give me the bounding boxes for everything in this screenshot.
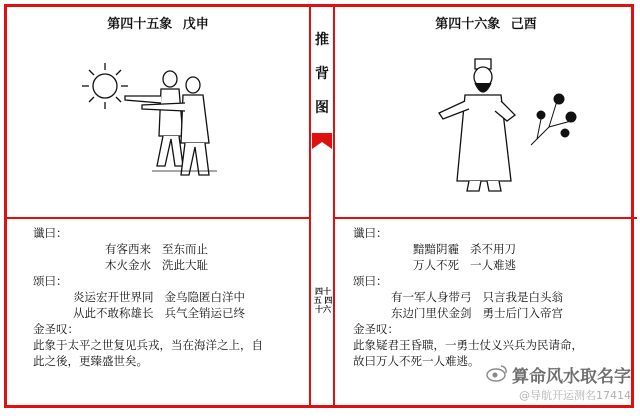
right-title-number: 第四十六象 <box>435 17 501 32</box>
left-divider <box>7 217 309 219</box>
watermark-sub: @导航开运测名17414 <box>519 389 631 402</box>
right-jinsheng-label: 金圣叹： <box>353 322 399 336</box>
right-chen-2b: 一人难逃 <box>469 258 516 272</box>
left-commentary-2: 此之後，更臻盛世矣。 <box>33 354 148 368</box>
left-title-number: 第四十五象 <box>107 17 173 32</box>
left-chen-2b: 洗此大耻 <box>161 258 208 272</box>
left-title-ganzhi: 戊申 <box>182 17 209 32</box>
spine-char-3: 图 <box>315 100 329 116</box>
left-song-1b: 金乌隐匿白洋中 <box>164 290 245 304</box>
right-song-2b: 勇士后门入帝宫 <box>482 306 563 320</box>
left-chen-2a: 木火金水 <box>105 258 151 272</box>
right-title-ganzhi: 己酉 <box>510 17 537 32</box>
right-song-line-1 <box>391 289 563 305</box>
left-commentary-1: 此象于太平之世复见兵戎，当在海洋之上，自 <box>33 338 263 352</box>
right-commentary-1: 此象疑君王昏聩，一勇士仗义兴兵为民请命， <box>353 338 583 352</box>
watermark <box>512 362 631 403</box>
left-jinsheng-label: 金圣叹： <box>33 322 79 336</box>
right-song-1a: 有一军人身带弓 <box>391 290 472 304</box>
right-chen-2a: 万人不死 <box>413 258 459 272</box>
right-song-1b: 只言我是白头翁 <box>482 290 563 304</box>
right-song-label: 颂曰： <box>353 274 388 288</box>
right-chen-label: 谶曰： <box>353 226 388 240</box>
left-song-2a: 从此不敢称雄长 <box>73 306 154 320</box>
weibo-logo-icon <box>486 364 508 382</box>
right-song-2a: 东边门里伏金剑 <box>391 306 472 320</box>
left-song-2b: 兵气全销运已终 <box>164 306 245 320</box>
spine-page-number: 四十五 四十六 <box>313 286 333 314</box>
left-song-line-2 <box>73 305 245 321</box>
right-chen-line-1 <box>413 241 516 257</box>
left-chen-1a: 有客西来 <box>105 242 151 256</box>
right-song-line-2 <box>391 305 563 321</box>
left-chen-line-1 <box>105 241 208 257</box>
right-illustration <box>335 41 637 211</box>
left-song-1a: 炎运宏开世界同 <box>73 290 154 304</box>
book-frame <box>4 4 634 408</box>
right-chen-1a: 黯黯阴霾 <box>413 242 459 256</box>
right-chen-line-2 <box>413 257 516 273</box>
two-men-figure <box>125 71 217 175</box>
right-divider <box>335 217 637 219</box>
left-illustration <box>7 41 309 211</box>
spine-char-2: 背 <box>315 66 329 82</box>
right-commentary-2: 故曰万人不死一人难逃。 <box>353 354 480 368</box>
spine-fishtail-mark <box>312 133 332 151</box>
book-spine <box>309 7 335 405</box>
left-page <box>7 7 309 405</box>
left-chen-1b: 至东而止 <box>161 242 208 256</box>
tree-branch-icon <box>531 94 576 145</box>
left-title <box>7 13 309 32</box>
sun-icon <box>82 63 128 109</box>
left-chen-line-2 <box>105 257 208 273</box>
bearded-man-figure <box>439 59 515 191</box>
watermark-main: 算命风水取名字 <box>512 367 631 387</box>
right-chen-1b: 杀不用刀 <box>469 242 516 256</box>
right-page <box>335 7 637 405</box>
left-song-line-1 <box>73 289 245 305</box>
left-song-label: 颂曰： <box>33 274 68 288</box>
spine-char-1: 推 <box>315 32 329 48</box>
right-title <box>335 13 637 32</box>
left-chen-label: 谶曰： <box>33 226 68 240</box>
